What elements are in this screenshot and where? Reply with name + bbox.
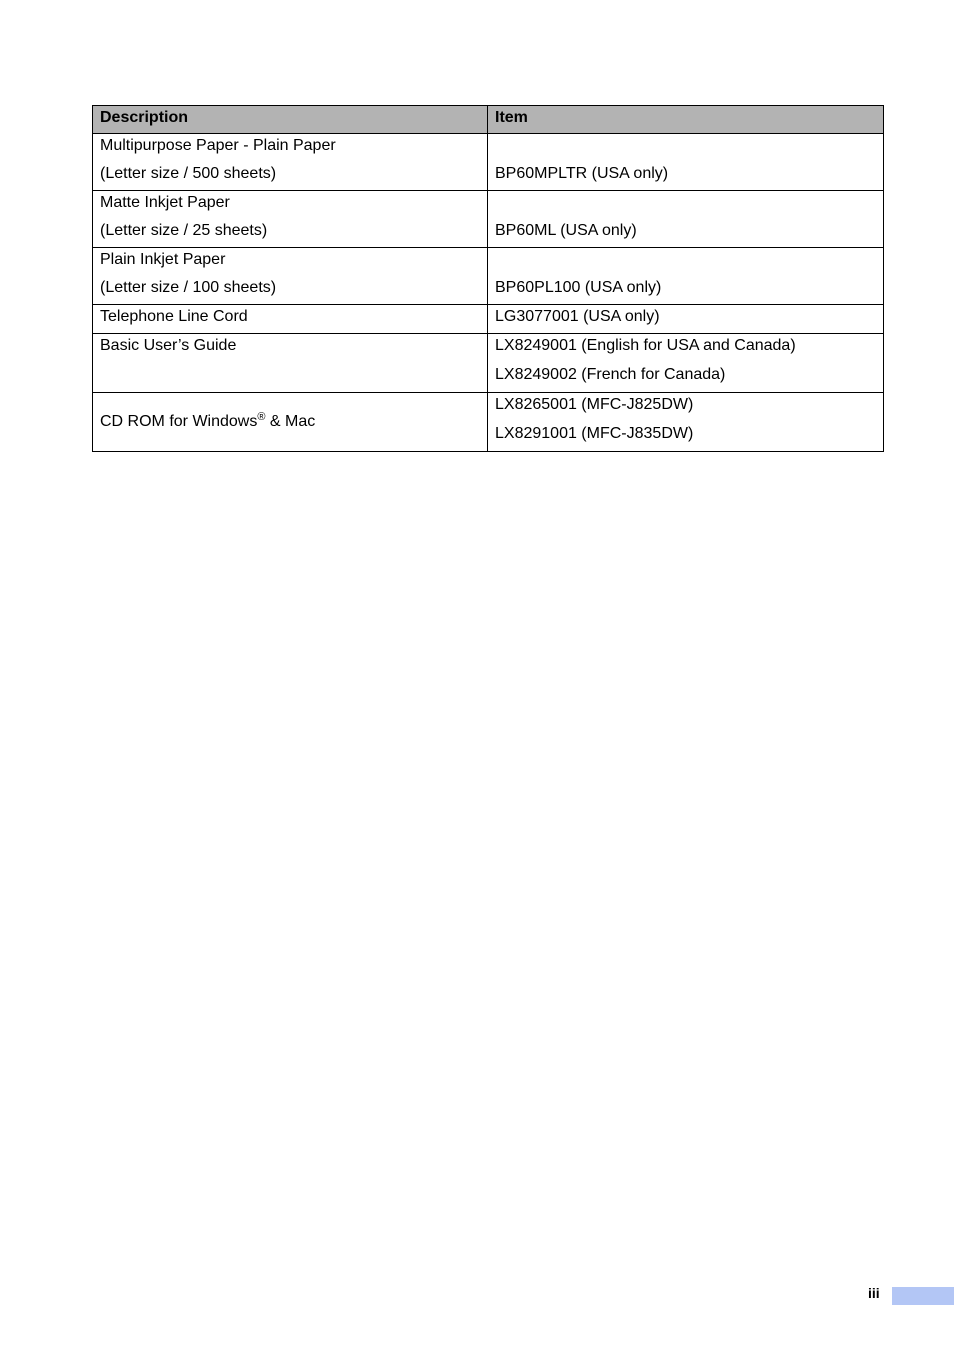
item-line: BP60PL100 (USA only) xyxy=(495,279,662,296)
table-body xyxy=(93,134,884,452)
table-row xyxy=(93,248,884,305)
header-row xyxy=(93,106,884,134)
item-line xyxy=(495,134,876,162)
accessories-table xyxy=(92,105,884,452)
registered-mark: ® xyxy=(257,411,266,423)
description-text: CD ROM for Windows xyxy=(100,413,258,430)
item-line: LX8249001 (English for USA and Canada) xyxy=(495,337,796,354)
item-line: LG3077001 (USA only) xyxy=(495,308,660,325)
item-line: BP60ML (USA only) xyxy=(495,222,637,239)
item-line: LX8249002 (French for Canada) xyxy=(495,366,726,383)
description-text: & Mac xyxy=(265,413,316,430)
description-cell xyxy=(93,248,488,305)
item-line: LX8265001 (MFC-J825DW) xyxy=(495,396,694,413)
description-line: Matte Inkjet Paper xyxy=(100,194,230,211)
header-description: Description xyxy=(93,106,488,134)
table-row xyxy=(93,191,884,248)
item-cell xyxy=(488,248,884,305)
table-row xyxy=(93,134,884,191)
description-cell xyxy=(93,305,488,334)
table-row xyxy=(93,334,884,393)
description-line: (Letter size / 500 sheets) xyxy=(100,165,277,182)
item-cell xyxy=(488,393,884,452)
header-item: Item xyxy=(488,106,884,134)
item-cell xyxy=(488,334,884,393)
description-line: Telephone Line Cord xyxy=(100,308,248,325)
description-line: (Letter size / 100 sheets) xyxy=(100,279,277,296)
description-line: (Letter size / 25 sheets) xyxy=(100,222,268,239)
description-line: Multipurpose Paper - Plain Paper xyxy=(100,137,336,154)
description-line: Plain Inkjet Paper xyxy=(100,251,226,268)
item-line xyxy=(495,248,876,276)
item-line: BP60MPLTR (USA only) xyxy=(495,165,669,182)
description-cell xyxy=(93,334,488,393)
description-cell xyxy=(93,134,488,191)
page-tab-marker xyxy=(892,1287,954,1305)
item-cell xyxy=(488,305,884,334)
table-row xyxy=(93,305,884,334)
table-header xyxy=(93,106,884,134)
table-row xyxy=(93,393,884,452)
page-number: iii xyxy=(868,1285,880,1301)
item-cell xyxy=(488,134,884,191)
item-cell xyxy=(488,191,884,248)
description-cell xyxy=(93,393,488,452)
description-line: Basic User’s Guide xyxy=(100,337,237,354)
item-line: LX8291001 (MFC-J835DW) xyxy=(495,425,694,442)
item-line xyxy=(495,191,876,219)
description-cell xyxy=(93,191,488,248)
